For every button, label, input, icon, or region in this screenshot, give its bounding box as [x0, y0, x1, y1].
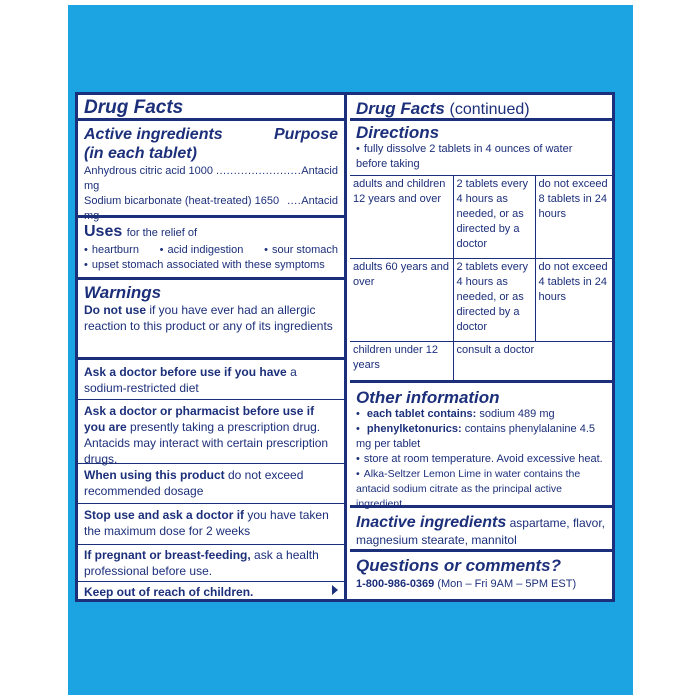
phenylketonurics-text: contains phenylalanine 4.5 mg per tablet	[356, 423, 595, 450]
warnings-heading: Warnings	[84, 283, 162, 302]
when-using-section	[78, 464, 344, 504]
ask-pharmacist-label: Ask a doctor or pharmacist before use if you are	[84, 404, 315, 434]
directions-dose: consult a doctor	[453, 342, 612, 381]
directions-limit: do not exceed 4 tablets in 24 hours	[535, 259, 612, 342]
lemon-lime-text: • Alka-Seltzer Lemon Lime in water contains the antacid sodium citrate as the principal active ingredient	[356, 467, 606, 512]
drug-facts-title: Drug Facts	[84, 97, 184, 118]
drug-facts-panel	[75, 92, 615, 602]
uses-intro: for the relief of	[126, 227, 198, 239]
tablet-contains-text: sodium 489 mg	[479, 408, 555, 420]
table-row	[350, 259, 612, 342]
other-information-heading: Other information	[356, 388, 500, 407]
active-ingredients-section	[78, 121, 344, 222]
phone-number: 1-800-986-0369	[356, 578, 435, 590]
use-item: • upset stomach associated with these symptoms	[84, 259, 325, 271]
pregnant-label: If pregnant or breast-feeding,	[84, 548, 251, 562]
phenylketonurics-label: phenylketonurics:	[366, 423, 462, 435]
use-item: • sour stomach	[264, 243, 338, 258]
pregnant-text: ask a health professional before use.	[84, 548, 319, 578]
stop-use-section	[78, 504, 344, 545]
questions-heading: Questions or comments?	[356, 556, 561, 575]
ask-pharmacist-text: presently taking a prescription drug. Antacids may interact with certain prescription drugs.	[84, 420, 329, 466]
stop-use-label: Stop use and ask a doctor if	[84, 508, 245, 522]
inactive-ingredients-heading: Inactive ingredients	[356, 514, 507, 531]
tablet-contains-label: each tablet contains:	[366, 408, 477, 420]
ask-doctor-label: Ask a doctor before use if you have	[84, 365, 287, 379]
drug-facts-title-section	[78, 95, 344, 121]
stop-use-text: you have taken the maximum dose for 2 weeks	[84, 508, 329, 538]
directions-limit: do not exceed 8 tablets in 24 hours	[535, 176, 612, 259]
directions-who: children under 12 years	[350, 342, 453, 381]
do-not-use-label: Do not use	[84, 303, 146, 317]
continue-arrow-icon	[332, 585, 338, 595]
ingredient-purpose: Antacid	[301, 195, 338, 207]
continued-suffix: (continued)	[449, 101, 530, 118]
active-ingredient-row: Anhydrous citric acid 1000 mg ........................ Antacid	[84, 165, 338, 192]
warnings-do-not-use-section	[78, 280, 344, 360]
directions-dose: 2 tablets every 4 hours as needed, or as directed by a doctor	[453, 176, 535, 259]
drug-facts-left-column	[78, 95, 347, 599]
other-information-section	[350, 380, 612, 508]
storage-text: • store at room temperature. Avoid excessive heat.	[356, 452, 606, 467]
when-using-text: do not exceed recommended dosage	[84, 468, 304, 498]
active-ingredient-row: Sodium bicarbonate (heat-treated) 1650 mg .... Antacid	[84, 195, 338, 222]
uses-heading: Uses	[84, 223, 123, 240]
uses-section	[78, 218, 344, 280]
inactive-ingredients-section	[350, 508, 612, 552]
active-ingredients-heading: Active ingredients	[84, 126, 223, 143]
directions-who: adults 60 years and over	[350, 259, 453, 342]
ingredient-purpose: Antacid	[301, 165, 338, 177]
table-row	[350, 176, 612, 259]
ingredient-name: Sodium bicarbonate (heat-treated) 1650 mg	[84, 195, 280, 222]
pregnant-section	[78, 545, 344, 582]
drug-facts-right-column	[350, 95, 612, 599]
drug-facts-continued-label: Drug Facts	[356, 99, 445, 118]
directions-dose: 2 tablets every 4 hours as needed, or as directed by a doctor	[453, 259, 535, 342]
use-item: • heartburn	[84, 243, 139, 258]
active-ingredients-subheading: (in each tablet)	[84, 145, 197, 162]
ask-pharmacist-section	[78, 400, 344, 464]
directions-intro: • fully dissolve 2 tablets in 4 ounces of water before taking	[356, 142, 606, 172]
keep-out-section	[78, 582, 344, 599]
ask-doctor-section	[78, 360, 344, 400]
inactive-ingredients-text: aspartame, flavor, magnesium stearate, mannitol	[356, 516, 605, 547]
ask-doctor-text: a sodium-restricted diet	[84, 365, 297, 395]
drug-facts-continued-title	[350, 95, 612, 121]
purpose-heading: Purpose	[273, 126, 338, 143]
phone-hours: (Mon – Fri 9AM – 5PM EST)	[437, 578, 577, 590]
use-item: • acid indigestion	[160, 243, 244, 258]
when-using-label: When using this product	[84, 468, 225, 482]
do-not-use-text: if you have ever had an allergic reaction to this product or any of its ingredients	[84, 303, 333, 333]
directions-table	[350, 175, 612, 381]
directions-who: adults and children 12 years and over	[350, 176, 453, 259]
table-row	[350, 342, 612, 381]
ingredient-name: Anhydrous citric acid 1000 mg	[84, 165, 214, 192]
directions-heading: Directions	[356, 123, 440, 142]
keep-out-text: Keep out of reach of children.	[84, 585, 254, 599]
directions-section	[350, 121, 612, 175]
questions-section	[350, 552, 612, 599]
